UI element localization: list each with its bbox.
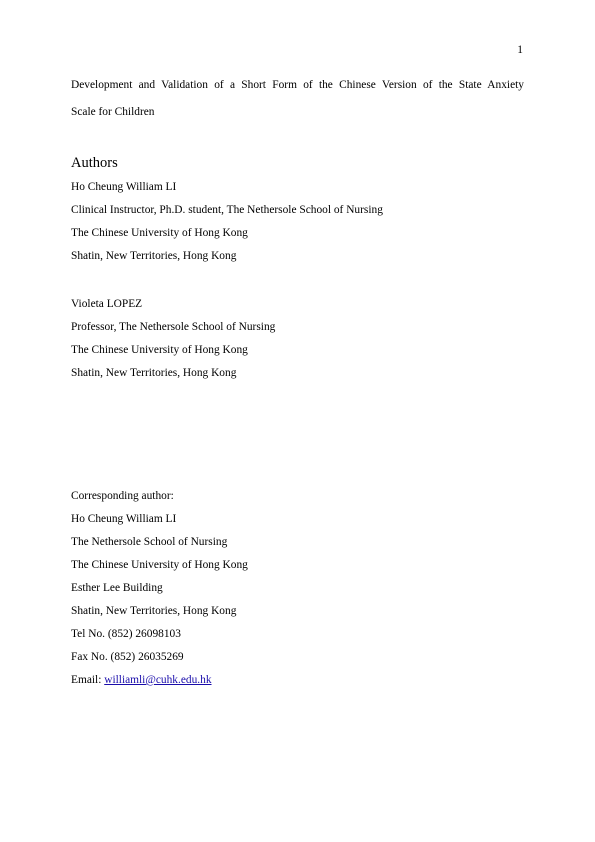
corresponding-author-fax: Fax No. (852) 26035269: [71, 651, 184, 663]
paper-title-line-2: Scale for Children: [71, 106, 155, 118]
corresponding-author-tel: Tel No. (852) 26098103: [71, 628, 181, 640]
authors-heading: Authors: [71, 155, 118, 171]
email-label: Email:: [71, 674, 105, 686]
page-number: 1: [517, 44, 523, 56]
corresponding-author-name: Ho Cheung William LI: [71, 513, 177, 525]
author2-name: Violeta LOPEZ: [71, 298, 143, 310]
author2-address: Shatin, New Territories, Hong Kong: [71, 367, 237, 379]
corresponding-author-building: Esther Lee Building: [71, 582, 163, 594]
author2-institution: The Chinese University of Hong Kong: [71, 344, 248, 356]
paper-title-line-1: Development and Validation of a Short Form of the Chinese Version of the State Anxiety: [71, 79, 524, 91]
corresponding-author-school: The Nethersole School of Nursing: [71, 536, 228, 548]
email-link[interactable]: williamli@cuhk.edu.hk: [104, 674, 212, 686]
author1-address: Shatin, New Territories, Hong Kong: [71, 250, 237, 262]
corresponding-author-label: Corresponding author:: [71, 490, 174, 502]
author1-position: Clinical Instructor, Ph.D. student, The Nethersole School of Nursing: [71, 204, 383, 216]
author2-position: Professor, The Nethersole School of Nursing: [71, 321, 276, 333]
corresponding-author-university: The Chinese University of Hong Kong: [71, 559, 248, 571]
author1-institution: The Chinese University of Hong Kong: [71, 227, 248, 239]
corresponding-author-email-line: [71, 673, 212, 687]
author1-name: Ho Cheung William LI: [71, 181, 177, 193]
corresponding-author-address: Shatin, New Territories, Hong Kong: [71, 605, 237, 617]
